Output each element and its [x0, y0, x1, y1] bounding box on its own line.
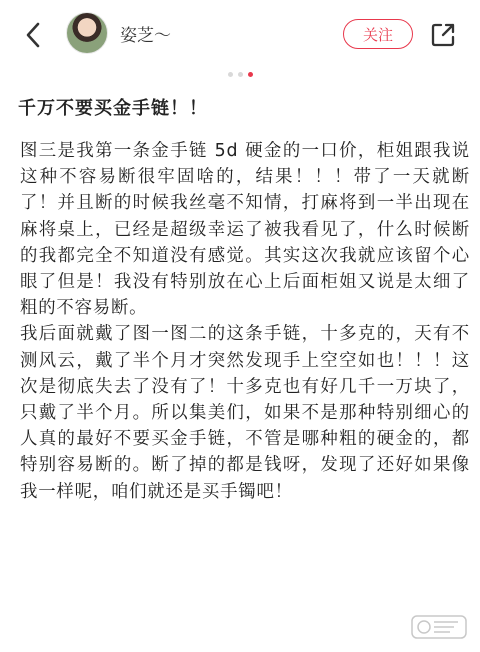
share-button[interactable]: [428, 20, 458, 50]
post-body: [20, 138, 470, 505]
site-logo-watermark: [410, 612, 468, 642]
username[interactable]: 姿芝～: [120, 26, 171, 46]
post-paragraph: 图三是我第一条金手链 5d 硬金的一口价，柜姐跟我说这种不容易断很牢固啥的，结果！！！带了一天就断了！并且断的时候我丝毫不知情，打麻将到一半出现在麻将桌上，已经是超级幸运了被我看见了，什么时候断的我都完全不知道没有感觉。其实这次我就应该留个心眼了但是！我没有特别放在心上后面柜姐又说是太细了粗的不容易断。: [20, 141, 470, 319]
carousel-indicator: [0, 72, 480, 77]
post-title: 千万不要买金手链！！: [18, 98, 208, 119]
back-button[interactable]: [18, 20, 48, 50]
carousel-dot-active[interactable]: [248, 72, 253, 77]
post-paragraph: 我后面就戴了图一图二的这条手链，十多克的，天有不测风云，戴了半个月才突然发现手上空空如也！！！这次是彻底失去了没有了！十多克也有好几千一万块了，只戴了半个月。所以集美们，如果不是那种特别细心的人真的最好不要买金手链，不管是哪种粗的硬金的，都特别容易断的。断了掉的都是钱呀，发现了还好如果像我一样呢，咱们就还是买手镯吧！: [20, 324, 470, 502]
carousel-dot[interactable]: [228, 72, 233, 77]
share-icon: [430, 22, 456, 48]
carousel-dot[interactable]: [238, 72, 243, 77]
chevron-left-icon: [24, 21, 42, 49]
top-bar: [0, 0, 480, 72]
follow-button[interactable]: 关注: [343, 19, 413, 49]
avatar[interactable]: [66, 12, 108, 54]
